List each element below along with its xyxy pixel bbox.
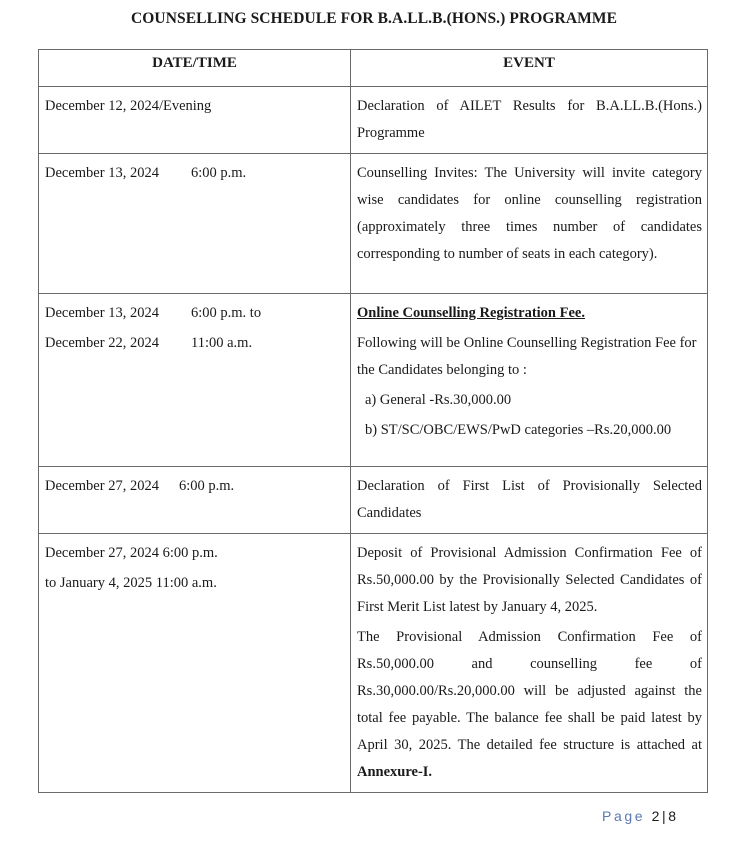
annexure-reference: Annexure-I. — [357, 764, 433, 780]
table-row — [39, 154, 708, 294]
row-time-value: 6:00 p.m. — [191, 165, 247, 181]
fee-intro: Following will be Online Counselling Registration Fee for the Candidates belonging to : — [357, 335, 697, 378]
row-date-value: December 13, 2024 — [45, 305, 159, 321]
row-date — [39, 534, 351, 793]
row-date — [39, 154, 351, 294]
row-time-value: 6:00 p.m. — [179, 478, 235, 494]
row-date — [39, 467, 351, 534]
table-header-row — [39, 50, 708, 87]
row-event: Counselling Invites: The University will invite category wise candidates for online counselling registration (approximately three times number of candidates corresponding to number of seats in each category). — [351, 154, 708, 294]
page-word: Page — [602, 808, 646, 824]
fee-heading: Online Counselling Registration Fee. — [357, 305, 585, 321]
row-time-value: 6:00 p.m. to — [191, 305, 262, 321]
list-item: b) ST/SC/OBC/EWS/PwD categories –Rs.20,000.00 — [365, 422, 672, 438]
list-item: a) General -Rs.30,000.00 — [365, 392, 512, 408]
deposit-paragraph: Deposit of Provisional Admission Confirmation Fee of Rs.50,000.00 by the Provisionally Selected Candidates of First Merit List latest by January 4, 2025. — [357, 545, 702, 615]
row-event — [351, 294, 708, 467]
row-event: Declaration of AILET Results for B.A.LL.B.(Hons.) Programme — [351, 87, 708, 154]
row-date-value: to January 4, 2025 11:00 a.m. — [45, 575, 217, 591]
page-total: 8 — [668, 808, 679, 824]
table-row — [39, 534, 708, 793]
page-current: 2 — [651, 808, 662, 824]
header-datetime: DATE/TIME — [39, 50, 351, 87]
page-separator: | — [662, 808, 669, 824]
page-number — [602, 808, 679, 824]
schedule-table — [38, 49, 708, 793]
row-time-value: 11:00 a.m. — [191, 335, 253, 351]
row-date — [39, 294, 351, 467]
table-row — [39, 87, 708, 154]
adjustment-paragraph: The Provisional Admission Confirmation Fee of Rs.50,000.00 and counselling fee of Rs.30,000.00/Rs.20,000.00 will be adjusted against the total fee payable. The balance fee shall be paid latest by April 30, 2025. The detailed fee structure is attached at Annexure-I. — [357, 629, 702, 780]
row-date-value: December 22, 2024 — [45, 335, 159, 351]
table-row — [39, 294, 708, 467]
table-row — [39, 467, 708, 534]
row-date: December 12, 2024/Evening — [39, 87, 351, 154]
row-date-value: December 13, 2024 — [45, 165, 159, 181]
row-event: Declaration of First List of Provisionally Selected Candidates — [351, 467, 708, 534]
page-title: COUNSELLING SCHEDULE FOR B.A.LL.B.(HONS.) PROGRAMME — [130, 10, 618, 27]
row-event — [351, 534, 708, 793]
row-date-value: December 27, 2024 — [45, 478, 159, 494]
row-date-value: December 27, 2024 6:00 p.m. — [45, 545, 218, 561]
header-event: EVENT — [351, 50, 708, 87]
